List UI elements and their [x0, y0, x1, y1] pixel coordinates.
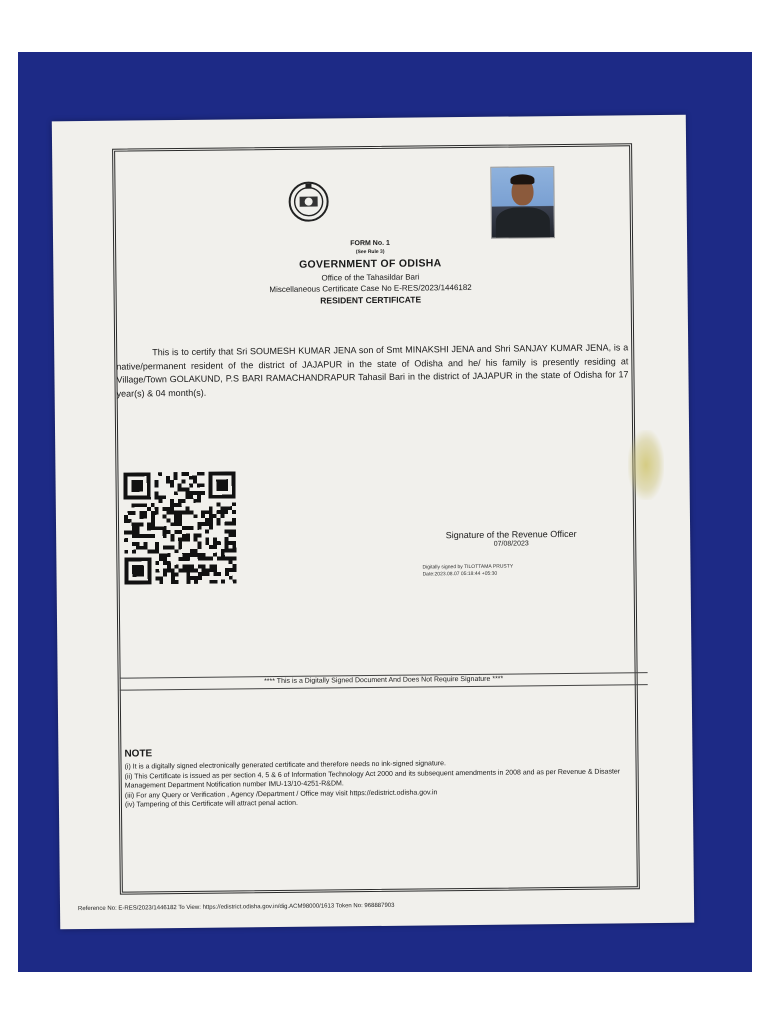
form-number: FORM No. 1 — [350, 239, 390, 248]
applicant-photo — [490, 166, 555, 239]
note-item: (i) It is a digitally signed electronically generated certificate and therefore needs no ink-signed signature. — [124, 760, 446, 771]
government-heading: GOVERNMENT OF ODISHA — [298, 257, 442, 271]
odisha-emblem-icon — [287, 180, 329, 222]
certificate-body — [116, 341, 629, 400]
paper-stain — [628, 430, 664, 500]
qr-code — [121, 471, 238, 584]
note-item: (ii) This Certificate is issued as per section 4, 5 & 6 of Information Technology Act 2000 and its subsequent amendments in 2008 and as per Revenue & Disaster Management Department Notification number IMU-13/10-4251-R&DM. — [124, 767, 621, 790]
signature-date: 07/08/2023 — [493, 540, 529, 548]
certificate-body-text: This is to certify that Sri SOUMESH KUMAR JENA son of Smt MINAKSHI JENA and Shri SANJAY KUMAR JENA, is a native/permanent resident of the district of JAJAPUR in the state of Odisha and he/ his family is presently residing at Village/Town GOLAKUND, P.S BARI RAMACHANDRAPUR Tahasil Bari in the district of JAJAPUR in the state of Odisha for 17 year(s) & 04 month(s). — [116, 342, 629, 399]
note-heading: NOTE — [124, 748, 153, 760]
note-list — [125, 757, 645, 810]
digital-signature-note: **** This is a Digitally Signed Document And Does Not Require Signature **** — [264, 675, 504, 686]
signature-title: Signature of the Revenue Officer — [445, 528, 577, 541]
note-item: (iv) Tampering of this Certificate will attract penal action. — [124, 799, 298, 809]
certificate-paper — [52, 115, 694, 930]
case-number: Miscellaneous Certificate Case No E-RES/2023/1446182 — [269, 282, 472, 295]
reference-line: Reference No: E-RES/2023/1446182 To View: https://edistrict.odisha.gov.in/dig.ACM98000/1613 Token No: 968887903 — [78, 902, 395, 913]
office-line: Office of the Tahasildar Bari — [321, 272, 420, 283]
see-rule: (See Rule 3) — [355, 248, 385, 256]
note-item: (iii) For any Query or Verification , Agency /Department / Office may visit https://edistrict.odisha.gov.in — [124, 788, 438, 800]
photo-hair — [510, 174, 534, 184]
photo-body — [496, 207, 550, 239]
certificate-title: RESIDENT CERTIFICATE — [320, 294, 422, 306]
digital-sign-date: Date:2023.08.07 05:18:44 +05:30 — [422, 570, 498, 578]
digital-signer: Digitally signed by TILOTTAMA PRUSTY — [422, 563, 514, 571]
